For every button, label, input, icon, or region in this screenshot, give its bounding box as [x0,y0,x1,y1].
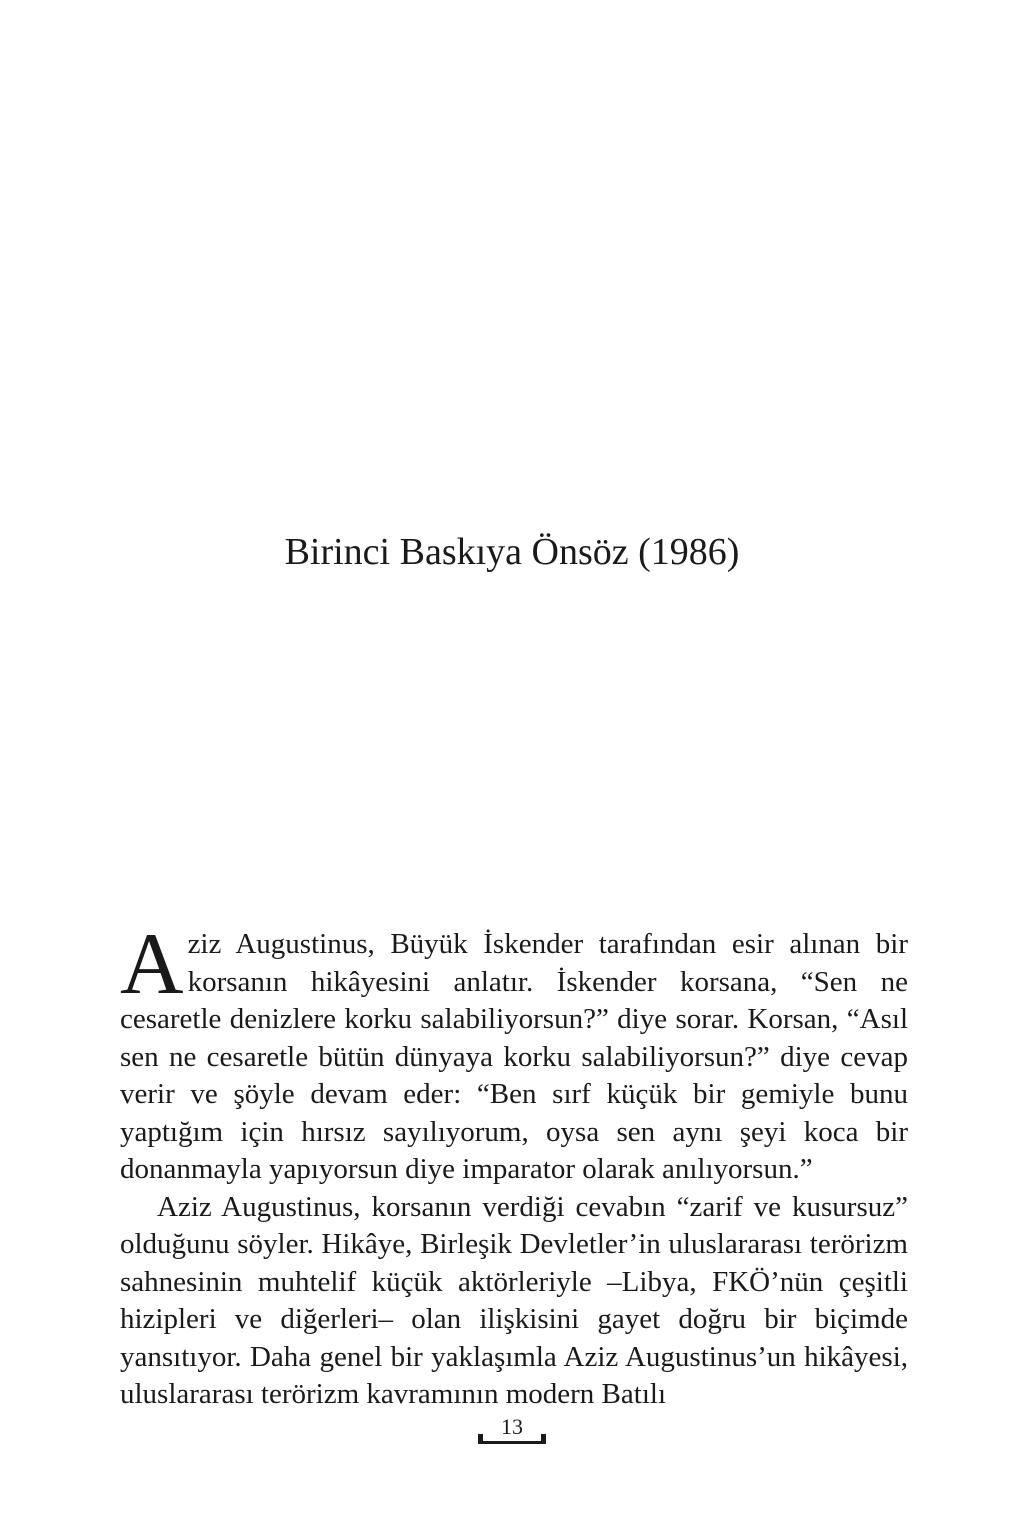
paragraph-2: Aziz Augustinus, korsanın verdiği cevabın “zarif ve kusursuz” olduğunu söyler. Hikâye, Birleşik Devletler’in uluslararası terörizm sahnesinin muhtelif küçük aktörleriyle –Libya, FKÖ’nün çeşitli hizipleri ve diğerleri– olan ilişkisini gayet doğru bir biçimde yansıtıyor. Daha genel bir yaklaşımla Aziz Augustinus’un hikâyesi, uluslararası terörizm kavramının modern Batılı [120,1190,908,1410]
chapter-title: Birinci Baskıya Önsöz (1986) [284,531,740,573]
page-footer [478,1414,546,1444]
page-number-rule [478,1441,546,1444]
paragraph-1-text: ziz Augustinus, Büyük İskender tarafından esir alınan bir korsanın hikâyesini anlatır. İskender korsana, “Sen ne cesaretle denizlere korku salabiliyorsun?” diye sorar. Korsan, “Asıl sen ne cesaretle bütün dünyaya korku salabiliyorsun?” diye cevap verir ve şöyle devam eder: “Ben sırf küçük bir gemiyle bunu yaptığım için hırsız sayılıyorum, oysa sen aynı şeyi koca bir donanmayla yapıyorsun diye imparator olarak anılıyorsun.” [120,928,908,1185]
body-text [120,916,908,1414]
paragraph-1 [120,916,908,1189]
drop-cap: A [120,916,184,1013]
page-number: 13 [501,1414,523,1439]
